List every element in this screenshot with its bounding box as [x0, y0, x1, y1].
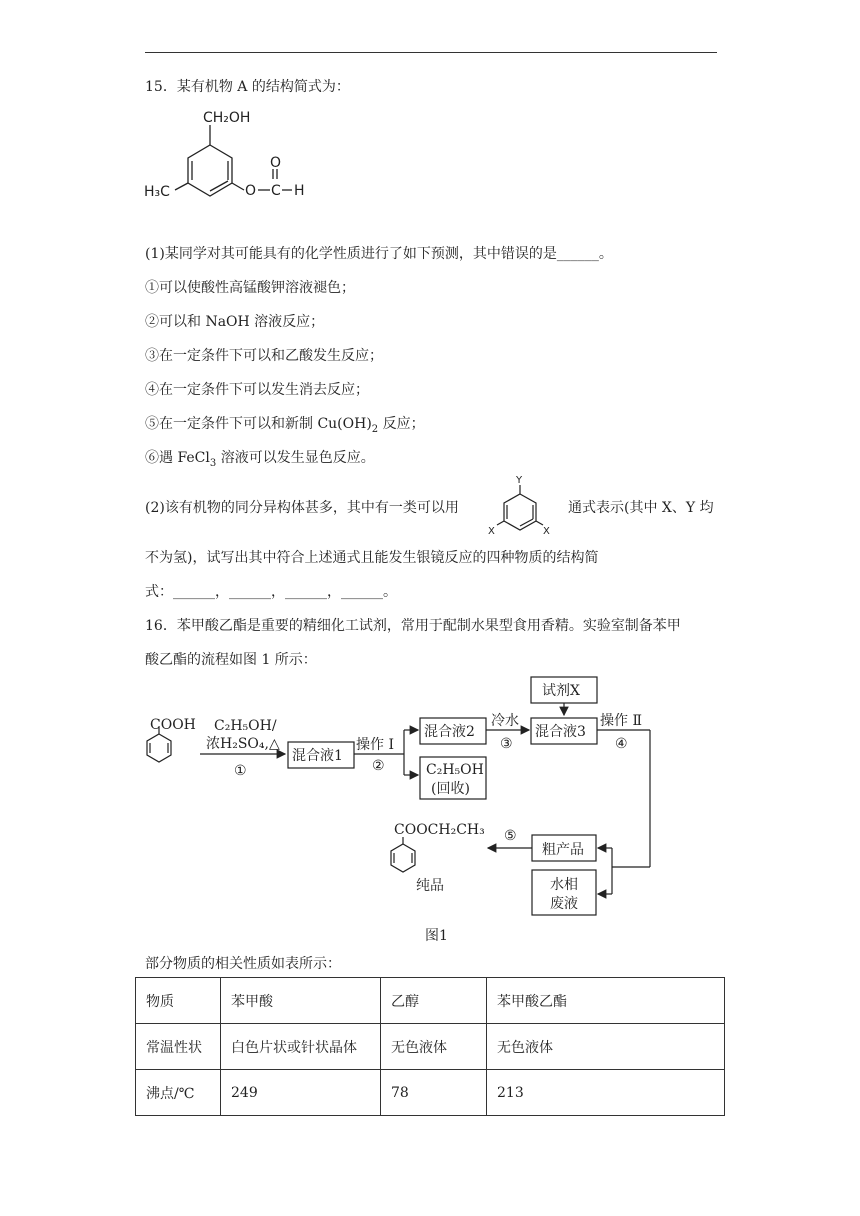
- product-formula-label: COOCH₂CH₃: [394, 822, 485, 838]
- x-substituent-right: X: [543, 526, 550, 537]
- q15-stem: 15．某有机物 A 的结构简式为：: [145, 79, 350, 95]
- mix2-label: 混合液2: [424, 724, 475, 740]
- table-intro: 部分物质的相关性质如表所示：: [145, 956, 341, 972]
- carbonyl-o-label: O: [270, 155, 282, 171]
- waste-line1-label: 水相: [550, 877, 578, 893]
- table-cell: 78: [381, 1070, 487, 1116]
- table-cell: 常温性状: [136, 1024, 221, 1070]
- recycle-label: (回收): [431, 781, 470, 797]
- cooh-label: COOH: [150, 717, 196, 733]
- mix3-label: 混合液3: [535, 724, 586, 740]
- reagent-line2: 浓H₂SO₄,△: [206, 736, 280, 752]
- table-cell: 沸点/℃: [136, 1070, 221, 1116]
- step-3-label: ③: [500, 736, 513, 752]
- q16-line1: 16．苯甲酸乙酯是重要的精细化工试剂，常用于配制水果型食用香精。实验室制备苯甲: [145, 618, 681, 634]
- figure-caption: 图1: [425, 928, 448, 944]
- table-cell: 苯甲酸: [221, 978, 381, 1024]
- step-5-label: ⑤: [504, 828, 517, 844]
- table-cell: 乙醇: [381, 978, 487, 1024]
- x-substituent-left: X: [488, 526, 495, 537]
- reagent-line1: C₂H₅OH/: [214, 718, 277, 734]
- general-formula-diagram: [482, 472, 558, 540]
- cold-water-label: 冷水: [491, 713, 519, 729]
- op2-label: 操作 Ⅱ: [600, 713, 642, 729]
- table-cell: 无色液体: [381, 1024, 487, 1070]
- q15-part2-line2: 不为氢)，试写出其中符合上述通式且能发生银镜反应的四种物质的结构简: [145, 550, 599, 566]
- step-4-label: ④: [615, 736, 628, 752]
- option-5: ⑤在一定条件下可以和新制 $Cu(OH)_2$ 反应；: [145, 416, 425, 435]
- ch2oh-label: CH₂OH: [203, 110, 251, 126]
- y-substituent: Y: [516, 475, 523, 486]
- ethanol-label: C₂H₅OH: [426, 762, 484, 778]
- reagent-x-label: 试剂X: [542, 683, 580, 699]
- structure-A-diagram: [140, 103, 310, 203]
- mix1-label: 混合液1: [292, 748, 343, 764]
- q15-part2-line3: 式：______，______，______，______。: [145, 584, 397, 600]
- waste-line2-label: 废液: [550, 896, 578, 912]
- q15-part2-line1-b: 通式表示(其中 X、Y 均: [568, 500, 714, 516]
- option-3: ③在一定条件下可以和乙酸发生反应；: [145, 348, 383, 364]
- crude-product-label: 粗产品: [542, 842, 584, 858]
- table-row: [136, 1070, 725, 1116]
- pure-product-label: 纯品: [416, 878, 444, 894]
- carbon-label: C: [271, 183, 281, 199]
- step-2-label: ②: [372, 758, 385, 774]
- option-4: ④在一定条件下可以发生消去反应；: [145, 382, 369, 398]
- table-cell: 无色液体: [487, 1024, 725, 1070]
- header-rule: [145, 52, 717, 53]
- table-row: [136, 978, 725, 1024]
- table-row: [136, 1024, 725, 1070]
- ester-o-label: O: [245, 183, 257, 199]
- h3c-label: H₃C: [144, 184, 170, 200]
- option-1: ①可以使酸性高锰酸钾溶液褪色；: [145, 280, 355, 296]
- q15-part2-line1-a: (2)该有机物的同分异构体甚多，其中有一类可以用: [145, 500, 459, 516]
- q16-line2: 酸乙酯的流程如图 1 所示：: [145, 652, 317, 668]
- properties-table: [135, 977, 725, 1116]
- step-1-label: ①: [234, 763, 247, 779]
- table-cell: 苯甲酸乙酯: [487, 978, 725, 1024]
- option-6: ⑥遇 FeCl$_3$ 溶液可以发生显色反应。: [145, 450, 375, 469]
- hydrogen-label: H: [294, 183, 305, 199]
- q15-part1: (1)某同学对其可能具有的化学性质进行了如下预测，其中错误的是______。: [145, 246, 613, 262]
- table-cell: 213: [487, 1070, 725, 1116]
- table-cell: 249: [221, 1070, 381, 1116]
- option-2: ②可以和 NaOH 溶液反应；: [145, 314, 325, 330]
- figure-1-flowchart: [140, 672, 720, 922]
- op1-label: 操作 Ⅰ: [356, 737, 394, 753]
- table-cell: 白色片状或针状晶体: [221, 1024, 381, 1070]
- table-cell: 物质: [136, 978, 221, 1024]
